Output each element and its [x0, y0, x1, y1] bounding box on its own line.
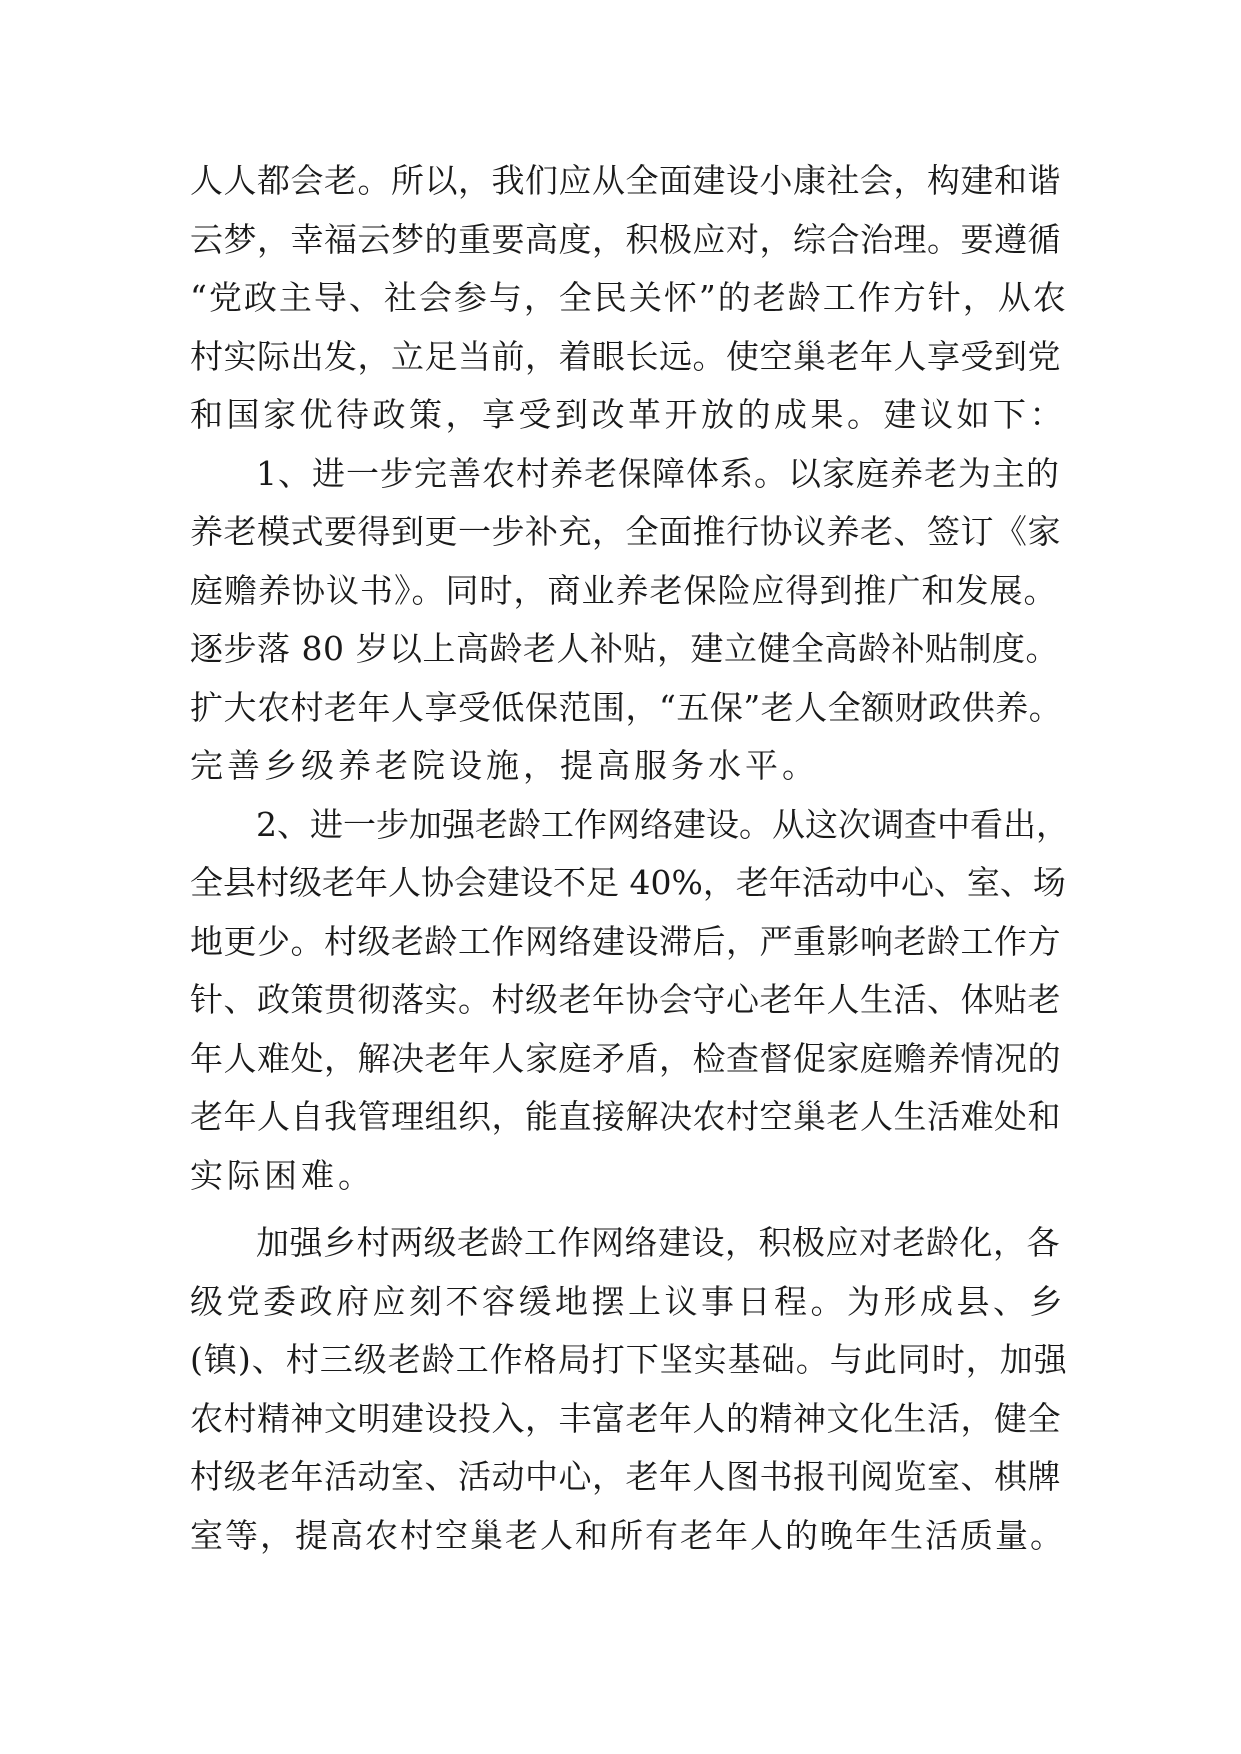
paragraph-line: 庭赡养协议书》。同时，商业养老保险应得到推广和发展。: [190, 570, 1058, 610]
paragraph-line: 2、进一步加强老龄工作网络建设。从这次调查中看出，: [256, 804, 1069, 844]
paragraph-line: 村级老年活动室、活动中心，老年人图书报刊阅览室、棋牌: [190, 1457, 1061, 1496]
paragraph-line: 扩大农村老年人享受低保范围，“五保”老人全额财政供养。: [190, 687, 1063, 727]
paragraph-line: 云梦，幸福云梦的重要高度，积极应对，综合治理。要遵循: [190, 219, 1061, 259]
paragraph-line: 村实际出发，立足当前，着眼长远。使空巢老年人享受到党: [190, 336, 1061, 376]
paragraph-line: 农村精神文明建设投入，丰富老年人的精神文化生活，健全: [190, 1398, 1061, 1438]
paragraph-spacer: [190, 1205, 1070, 1214]
document-body: [190, 152, 1070, 1565]
paragraph-line: 老年人自我管理组织，能直接解决农村空巢老人生活难处和: [190, 1097, 1061, 1136]
paragraph-line: 年人难处，解决老年人家庭矛盾，检查督促家庭赡养情况的: [190, 1038, 1061, 1078]
paragraph-4: [190, 1214, 1070, 1565]
paragraph-line: 室等，提高农村空巢老人和所有老年人的晚年生活质量。: [190, 1515, 1065, 1555]
paragraph-line: 和国家优待政策，享受到改革开放的成果。建议如下：: [190, 395, 1066, 434]
paragraph-line: 实际困难。: [190, 1155, 375, 1195]
paragraph-3: [190, 796, 1070, 1206]
paragraph-line: 级党委政府应刻不容缓地摆上议事日程。为形成县、乡: [190, 1281, 1066, 1321]
paragraph-line: “党政主导、社会参与，全民关怀”的老龄工作方针，从农: [190, 278, 1068, 317]
paragraph-line: 加强乡村两级老龄工作网络建设，积极应对老龄化，各: [256, 1223, 1060, 1262]
paragraph-line: 完善乡级养老院设施，提高服务水平。: [190, 746, 819, 785]
paragraph-line: 地更少。村级老龄工作网络建设滞后，严重影响老龄工作方: [190, 921, 1061, 961]
paragraph-line: 全县村级老年人协会建设不足 40%，老年活动中心、室、场: [190, 863, 1066, 902]
paragraph-line: 养老模式要得到更一步补充，全面推行协议养老、签订《家: [190, 512, 1061, 551]
paragraph-line: 人人都会老。所以，我们应从全面建设小康社会，构建和谐: [190, 161, 1061, 200]
paragraph-line: 逐步落 80 岁以上高龄老人补贴，建立健全高龄补贴制度。: [190, 629, 1059, 668]
paragraph-line: 针、政策贯彻落实。村级老年协会守心老年人生活、体贴老: [190, 980, 1061, 1019]
paragraph-line: (镇)、村三级老龄工作格局打下坚实基础。与此同时，加强: [190, 1340, 1068, 1379]
paragraph-2: [190, 445, 1070, 796]
paragraph-1: [190, 152, 1070, 445]
paragraph-line: 1、进一步完善农村养老保障体系。以家庭养老为主的: [256, 453, 1060, 493]
